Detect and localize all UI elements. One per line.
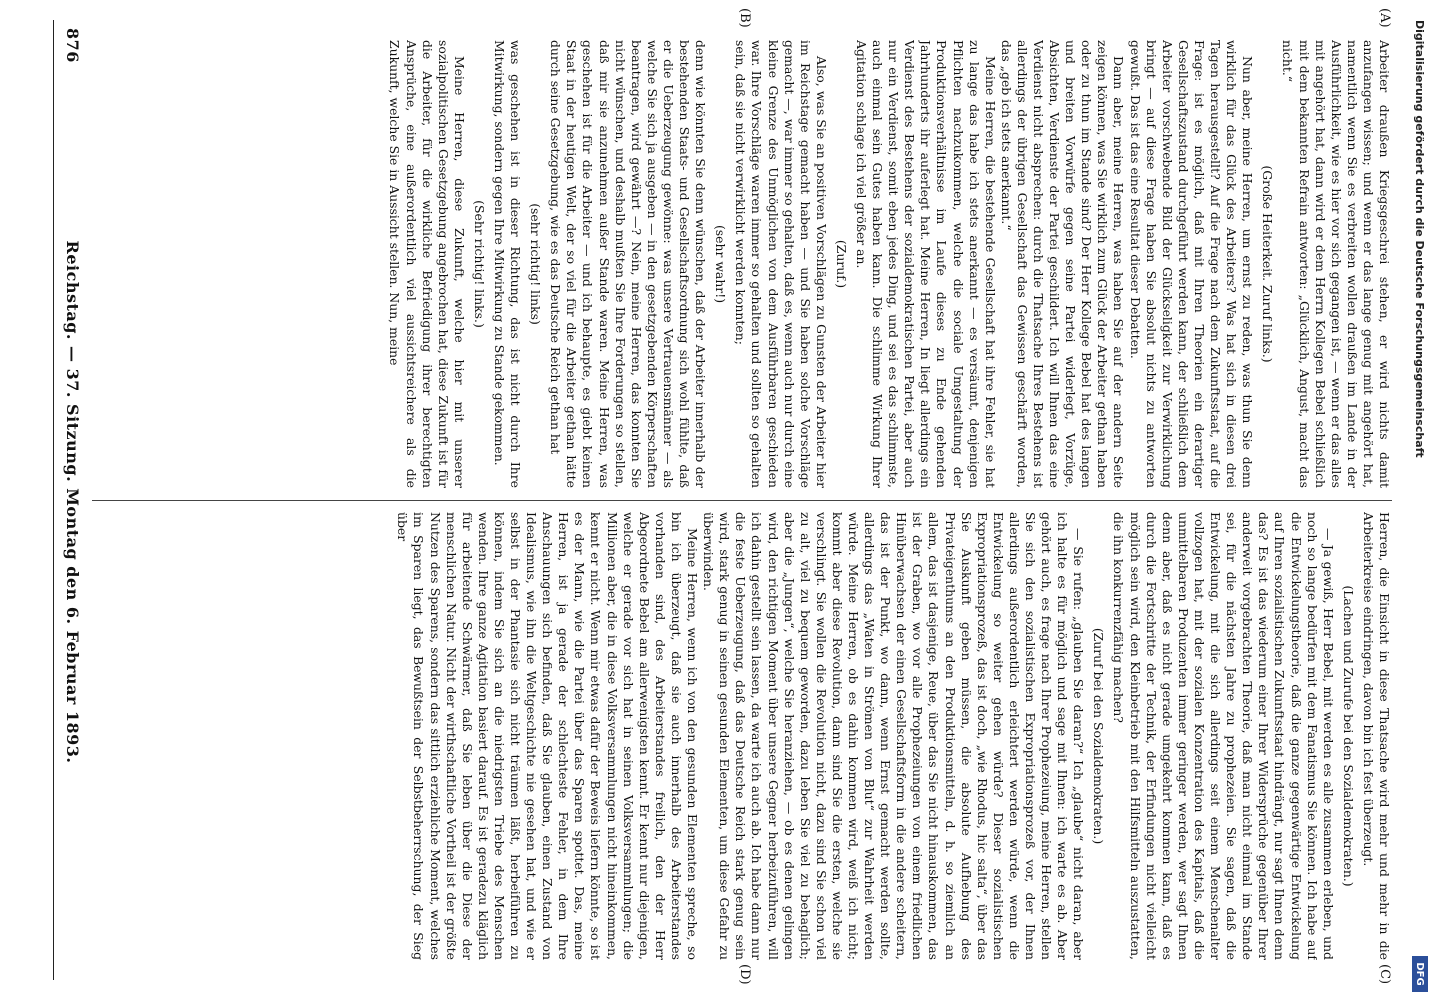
paragraph: — Ja gewiß, Herr Bebel, mit werden es alle zusammen erleben, und noch so lange bedürfen mit dem Fanatismus Sie können. Ich habe auf die Entwickelungstheorie, daß die ganze gegenwärtige Entwickelung auf Ihren sozialistischen Zukunftsstaat hindrängt, nur sagt Ihnen denn das? Es ist das wiederum einer Ihrer Widersprüche gegenüber Ihrer anderweit vorgebrachten Theorie, daß man nicht einmal im Stande sei, für die nächsten Jahre zu prophezeien. Sie sagen, daß die Entwickelung, mit die sich allerdings seit einem Menschenalter vollzogen hat, mit der sozialen Konzentration des Kapitals, daß die unmittelbaren Produzenten immer geringer werden, wer sagt Ihnen denn aber, daß es nicht gerade umgekehrt kommen kann, daß es durch die Fortschritte der Technik, der Erfindungen nicht vielleicht möglich sein wird, den Kleinbetrieb mit den Hilfsmitteln auszustatten, die ihn konkurrenzfähig machen? (1111, 512, 1336, 960)
margin-marker-d: (D) (737, 964, 752, 985)
paragraph: Dann aber, meine Herren, was haben Sie auf der andern Seite zeigen können, was Sie wirklich zum Glück der Arbeiter gethan haben oder zu thun im Stande sind? Der Herr Kollege Bebel hat des langen und breiten Vorwürfe gegen seine Partei widerlegt, Vorzüge, Absichten, Verdienste der Partei geschildert. Ich will Ihnen das eine Verdienst nicht absprechen: durch die Thatsache Ihres Bestehens ist allerdings der übrigen Gesellschaft das Gewissen geschärft worden, das „geb ich stets anerkannt.“ (998, 40, 1127, 488)
margin-marker-b: (B) (737, 8, 752, 28)
text-column-left (102, 40, 1392, 488)
running-title: Reichstag. — 37. Sitzung. Montag den 6. Februar 1893. (63, 240, 82, 764)
page-header (56, 28, 82, 976)
margin-marker-c: (C) (1377, 964, 1392, 985)
stage-direction: (sehr wahr!) (713, 224, 729, 304)
paragraph: Meine Herren, wenn ich von den gesunden Elementen spreche, so bin ich überzeugt, daß sie auch innerhalb des Arbeiterstandes vorhanden sind, des Arbeiterstandes freilich, den der Herr Abgeordnete Bebel am allerwenigsten kennt. Er kennt nur diejenigen, welche er gerade vor sich hat in seinen Volksversammlungen; die Millionen aber, die in diese Volksversammlungen nicht hineinkommen, kennt er nicht. Wenn mir etwas dafür der Beweis liefern könnte, so ist es der Mann, wie die Partei über das Sparen spottet. Das, meine Herren, ist ja gerade der schlechteste Fehler, in dem Ihre Anschauungen sich befinden, daß Sie glauben, einen Zustand von Idealismus, wie ihn die Weltgeschichte nie gesehen hat, und wie er selbst in der Phantasie sich nicht träumen läßt, herbeiführen zu können, indem Sie sich an die niedrigsten Triebe des Menschen wenden. Ihre ganze Agitation basiert darauf. Es ist geradezu kläglich für arbeitende Schwärmer, daß Sie leben über die Diese der menschlichen Natur. Nicht der wirthschaftliche Vortheil ist der größte Nutzen des Sparens, sondern das sittlich erziehliche Moment, welches im Sparen liegt, das Bewußtsein der Selbstbeherrschung, der Sieg über (395, 512, 701, 960)
paragraph: Arbeiter draußen Kriegsgeschrei stehen, er wird nichts damit anzufangen wissen; und wenn er das lange genug mit angehört hat, namentlich wenn Sie es verbreiten wollen draußen im Lande in der Ausführlichkeit, wie es hier vor sich gegangen ist, — wenn er das alles mit angehört hat, dann wird er dem Herrn Kollegen Bebel schließlich mit dem bekannten Refrain antworten: „Glücklich, Angust, macht das nicht.“ (1280, 40, 1392, 488)
header-rule (53, 20, 54, 980)
stage-direction: (Sehr richtig! links.) (471, 200, 487, 328)
paragraph: denn wie könnten Sie denn wünschen, daß der Arbeiter innerhalb der bestehenden Staats- und Gesellschaftsordnung sich wohl fühlte, daß er die Ueberzeugung gewönne: was unsere Vertrauensmänner — als welche Sie sich ja ausgeben — in den gesetzgebenden Körperschaften beantragen, wird gewährt —? Nein, meine Herren, das konnten Sie nicht wünschen, und deshalb mußten Sie Ihre Forderungen so stellen, daß mir sie anzunehmen außer Stande waren. Meine Herren, was geschehen ist für die Arbeiter — und ich behaupte, es giebt keinen Staat in der heutigen Welt, der so viel für die Arbeiter gethan hätte durch seine Gesetzgebung, wie es das Deutsche Reich gethan hat (548, 40, 709, 488)
paragraph: Herren, die Einsicht in diese Thatsache wird mehr und mehr in die Arbeiterkreise eindringen, davon bin ich fest überzeugt. (1360, 512, 1392, 960)
stage-direction: (sehr richtig! links) (528, 203, 544, 325)
stage-direction: (Zuruf bei den Sozialdemokraten.) (1091, 627, 1107, 845)
margin-marker-a: (A) (1377, 8, 1392, 28)
paragraph: — Sie rufen: „glauben Sie daran?“ Ich „glaube“ nicht daran, aber ich halte es für möglich und sage mit Ihnen: ich warte es ab. Aber gehört auch, es frage nach Ihrer Prophezeiung, meine Herren, stellen Sie sich den sozialistischen Expropriationsprozeß vor, der Ihnen allerdings außerordentlich erleichtert werden würde, wenn die Entwickelung so weiter gehen würde? Dieser sozialistischen Expropriationsprozeß, das ist doch, „wie Rhodus, hic salta“, über das Sie Auskunft geben müssen, die absolute Aufhebung des Privateigenthums an den Produktionsmitteln, d. h. so ziemlich an allem, das ist dasjenige, Reue, über das Sie nicht hinauskommen, das ist der Graben, wo vor alle Prophezeiungen von einem friedlichen Hinüberwachsen der einen Gesellschaftsform in die andere scheitern, das ist der Punkt, wo dann, wenn Ernst gemacht werden sollte, allerdings das „Waten in Strömen von Blut“ zur Wahrheit werden würde. Meine Herren, ob es dahin kommen wird, weiß ich nicht; kommt aber diese Revolution, dann sind Sie die ersten, welche sie verschlingt. Sie wollen die Revolution nicht, dazu sind Sie schon viel zu alt, viel zu bequem geworden, dazu leben Sie viel zu behaglich; aber die „Jungen“, welche Sie heranziehen, — ob es denen gelingen wird, den richtigen Moment über unsere Gegner herbeizuführen, will ich dahin gestellt sein lassen, da warte ich auch ab. Ich habe dann nur die feste Ueberzeugung, daß das Deutsche Reich stark genug sein wird, stark genug in seinen gesunden Elementen, um diese Gefahr zu überwinden. (701, 512, 1087, 960)
paragraph: Meine Herren, die bestehende Gesellschaft hat ihre Fehler, sie hat zu lange das habe ich stets anerkannt — es versäumt, denjenigen Pflichten nachzukommen, welche die sociale Umgestaltung der Produktionsverhältnisse im Laufe dieses zu Ende gehenden Jahrhunderts ihr auferlegt hat. Meine Herren, In liegt allerdings ein Verdienst des Bestehens der sozialdemokratischen Partei, aber auch nur ein Verdienst, somit eben jedes Ding, und sei es das schlimmste, auch einmal sein Gutes haben kann. Die schlimme Wirkung Ihrer Agitation schlage ich viel größer an. (854, 40, 998, 488)
paragraph: Also, was Sie an positiven Vorschlägen zu Gunsten der Arbeiter hier im Reichstage gemacht haben — und Sie haben solche Vorschläge gemacht —, war immer so gehalten, daß es, wenn auch nur durch eine kleine Grenze des Unmöglichen von dem Ausführbaren geschieden war. Ihre Vorschläge waren immer so gehalten und sollten so gehalten sein, daß sie nicht verwirklicht werden konnten; (733, 40, 829, 488)
digitization-credit: Digitalisierung gefördert durch die Deutsche Forschungsgemeinschaft (1413, 20, 1426, 458)
dfg-logo: DFG (1412, 956, 1428, 992)
stage-direction: (Große Heiterkeit. Zuruf links.) (1260, 165, 1276, 363)
text-column-right (102, 512, 1392, 960)
stage-direction: (Lachen und Zurufe bei den Sozialdemokraten.) (1340, 585, 1356, 887)
stage-direction: (Zuruf.) (833, 239, 849, 289)
paragraph: Nun aber, meine Herren, um ernst zu reden, was thun Sie denn wirklich für das Glück des Arbeiters? Was hat sich in diesen drei Tagen herausgestellt? Auf die Frage nach dem Zukunftsstaat, auf die Frage: ist es möglich, daß mit Ihren Theorien ein derartiger Gesellschaftszustand durchgeführt werden kann, der schließlich dem Arbeiter vorschwebende Bild der Glückseligkeit zur Verwirklichung bringt — auf diese Frage haben Sie absolut nichts zu antworten gewußt. Das ist das eine Resultat dieser Debatten. (1127, 40, 1256, 488)
paragraph: was geschehen ist in dieser Richtung, das ist nicht durch Ihre Mitwirkung, sondern gegen Ihre Mitwirkung zu Stande gekommen. (492, 40, 524, 488)
column-divider (92, 500, 1392, 501)
page-number: 876 (63, 28, 82, 63)
paragraph: Meine Herren, diese Zukunft, welche hier mit unserer sozialpolitischen Gesetzgebung angebrochen hat, diese Zukunft ist für die Arbeiter, für die wirkliche Befriedigung ihrer berechtigten Ansprüche, eine außerordentlich viel aussichtsreichere als die Zukunft, welche Sie in Aussicht stellen. Nun, meine (387, 40, 467, 488)
